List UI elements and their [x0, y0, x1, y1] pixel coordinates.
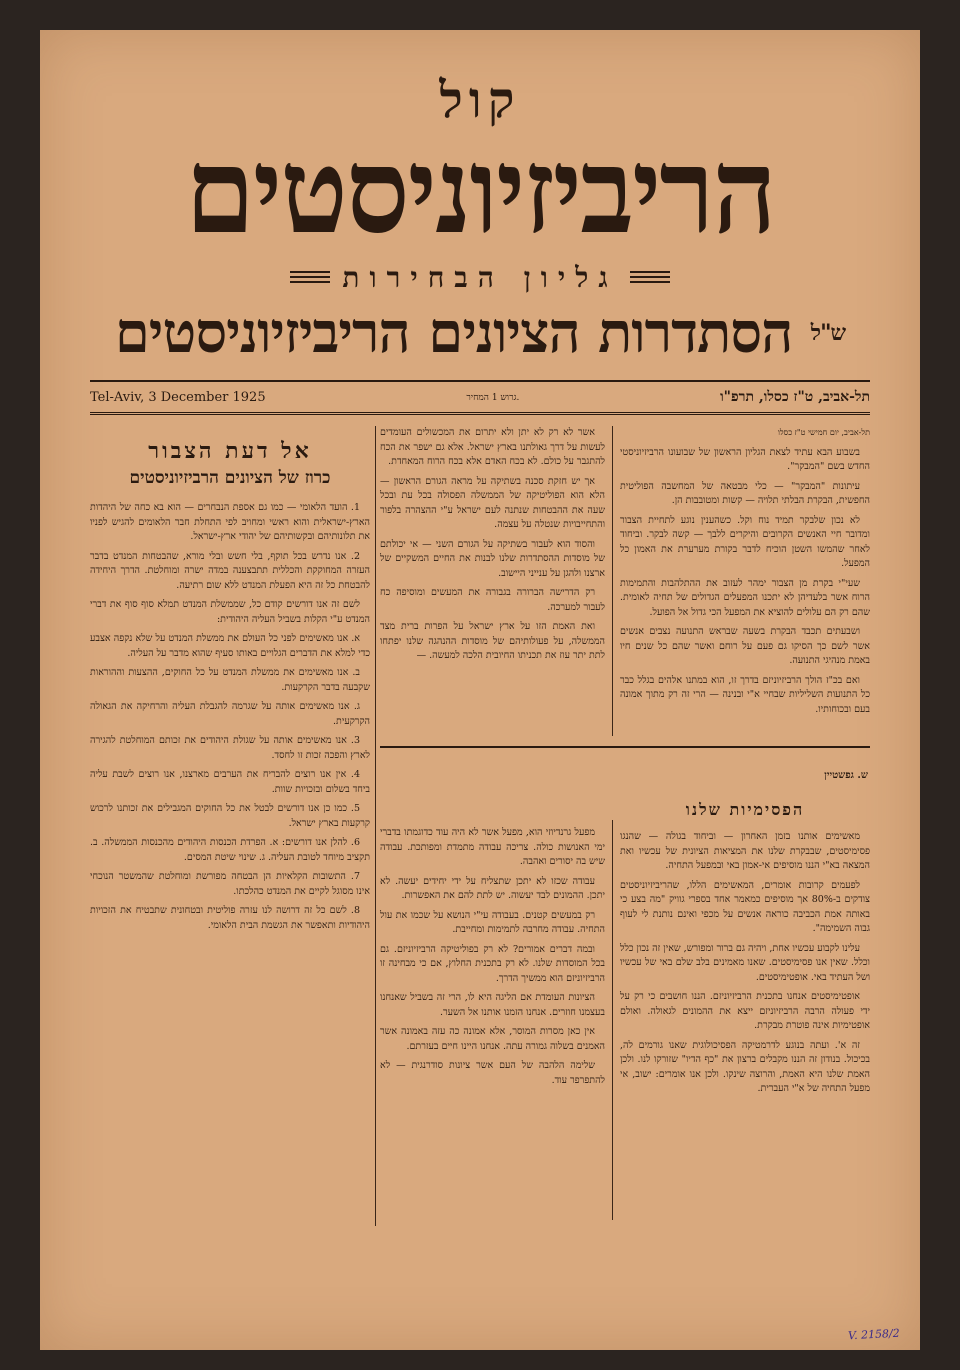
proclamation-paragraph: ג. אנו מאשימים אותה על שגרמה להגבלת העליה והרחיקה את הגאולה הקרקעית.	[90, 701, 370, 727]
pessimism-paragraph: מאשימים אותנו בזמן האחרון — וביחוד בגולה — שהנגו פסימיסטים, שבבקרת שלנו את המציאות הציונית של עכשיו ואת המצאה בא"י הננו מוסיפים אי-אמון באי ובמפעל התחיה.	[620, 831, 870, 871]
proclamation-paragraph: 4. אין אנו רוצים להבריח את הערבים מארצנו, אנו רוצים לשבת עליה ביחד בשלום ובזכויות שוות.	[90, 769, 370, 795]
editorial-paragraph: ושבעתים תכבד הבקרת בשעה שבראש התנועה נצבים אנשים אשר לשם כך הסיקו גם פעם על רוחם ואשר שהם כל שנים חיו באמת מנהיגי התנועה.	[620, 626, 870, 666]
editorial-paragraph: לא נכון שלבקר תמיד נוח וקל. כשהענין נוגע לתחיית הצבור ומדובר חיי האנשים הקרובים והיקרים ללבך — קשה לבקר. וביחוד לאחר שהמשו השטן הוכיח לדבר בקורת מערערת את האמון כל המפעל.	[620, 514, 870, 569]
article-title-pessimism: הפסימיות שלנו	[685, 800, 805, 819]
proclamation-subheading: כרוז של הציונים הרביזיוניסטים	[129, 467, 331, 488]
column-divider	[612, 426, 613, 736]
column-divider	[375, 426, 376, 1226]
edition-subtitle	[40, 258, 920, 298]
article-byline: ש. גפשטיין	[824, 770, 868, 781]
editorial-paragraph: עיתונות "המבקר" — כלי מבטאה של המחשבה הפוליטית החפשית, הבקרת הבלתי תלויה — קשות ומטובבות הן.	[620, 480, 870, 506]
decorative-bars-icon	[630, 271, 670, 285]
newspaper-page	[40, 30, 920, 1350]
archive-mark: V. 2158/2	[847, 1326, 901, 1343]
pessimism-paragraph: שלימה הלהבה של העם אשר ציונות סודרנגית — לא להתפרפר עוד.	[380, 1060, 605, 1086]
editorial-paragraph: שעי"י בקרת מן הצבור ימהר לעזוב את ההתלהבות והתמימות הרוח אשר בלעדיהן לא יתכנו המפעלים הגדולים של תחיה לאומית. שהם רק הם עלולים להוציא את המפעל הכי גדול אל הפועל.	[620, 577, 870, 618]
pessimism-column-left	[380, 826, 605, 1093]
org-prefix: ש"ל	[810, 320, 846, 346]
pessimism-paragraph: עבודה שכזו לא יתכן שתצליח על ידי יחידים יעשה. לא יתכן. ההמונים לבד יעשוה. יש לתת להם את האפשרות.	[380, 875, 605, 901]
pessimism-paragraph: עלינו לקבוע עכשיו אחת, ויהיה גם ברור ומפורש, שאין זה נכון כלל וכלל. שאין אנו פסימיסטים. שאנו מאמינים בלב שלם באי של עכשיו ושל העתיד באי. אופטימיסטים.	[620, 942, 870, 983]
editorial-column	[620, 426, 870, 722]
pessimism-paragraph: ובמה דברים אמורים? לא רק בפוליטיקה הרביזיוניזם. גם בכל המוסדות שלנו. לא רק בתכנית החלוץ, אם כי מבחינה זו הרביזיוניזם הוא ממשיך הדרך.	[380, 943, 605, 984]
continuation-paragraph: אך יש חזקת סכנה בשתיקה על מראה הגורם הראשון — הלא הוא הפוליטיקה של הממשלה הפסולה בכל עת ובכל שעה את ההבטחות שנתנה לעם ישראל ע"י ההצהרה בלפור והתחייבויות שנטלה על עצמה.	[380, 475, 605, 530]
proclamation-paragraph: 7. התשובות הקלאיות הן הבטחה מפורשת ומוחלטת שהמשטר הנוכחי אינו מסוגל לקיים את המנדט כהלכתו.	[90, 871, 370, 897]
continuation-paragraph: והסוד הוא לעבור בשתיקה על הגורם השני — אי יכולתם של מוסדות ההסתדרות שלנו לבנות את החיים המשקיים של ארצנו ולהגן על ענייני היישוב.	[380, 538, 605, 579]
proclamation-paragraph: 8. לשם כל זה דרושה לנו עזרה פוליטית ובטחונית שתבטיח את הזכויות היהודיות ותאפשר את הגשמת הבית הלאומי.	[90, 905, 370, 931]
pessimism-paragraph: רק במעשים קטנים. בעבודה עי"י הנושא על שכמו את עול התחיה. עבודה מחרבה לתמימות ומחייבת.	[380, 909, 605, 935]
hebrew-date: תל-אביב, ט"ז כסלו, תרפ"ו	[720, 388, 870, 405]
edition-label: גליון הבחירות	[342, 261, 618, 294]
proclamation-paragraph: לשם זה אנו דורשים קודם כל, שממשלת המנדט תמלא סוף סוף את דברי המנדט ע"י הקלות בשביל העליה היהודית:	[90, 599, 370, 625]
decorative-bars-icon	[290, 271, 330, 285]
pessimism-paragraph: אופטימיסטים אנחנו בתכנית הרביזיוניזם. הננו חושבים כי רק על ידי פעולה הרבה הרביזיוניזם ייצא את ההמונים לגאולה. ואולם אופטימיות אינה פוטרת מבקרת.	[620, 991, 870, 1031]
masthead-kol: קול	[439, 70, 521, 129]
pessimism-paragraph: הציונות העומדת אם הליגה היא לו, הרי זה בשביל שאנחנו בעצמנו חוזרים. אנחנו הזמנו אותנו אל השער.	[380, 992, 605, 1018]
column-divider	[612, 820, 613, 1220]
proclamation-column	[90, 426, 370, 938]
proclamation-paragraph: 2. אנו נדרש בכל תוקף, בלי חשש ובלי מורא, שהבטחות המנדט בדבר העזרה המחוקקת והכללית תתבצענה במדה ישרה ומוחלטת. הדרך היחידה להבטחת כל זה היא הפעלת המנדט ללא שום רתיעה.	[90, 550, 370, 591]
org-label: הסתדרות הציונים הריביזיוניסטים	[114, 300, 793, 366]
proclamation-paragraph: 6. להלן אנו דורשים: א. הפרדת הכנסות היהודים מהכנסות הממשלה. ב. תקציב מיוחד לטובת העליה. ג. שינוי שיטת המסים.	[90, 837, 370, 863]
dateline	[90, 380, 870, 415]
editorial-paragraph: בשבוע הבא עתיד לצאת הגליון הראשון של שבועונו הרביזיוניסטי החדש בשם "המבקר".	[620, 446, 870, 472]
proclamation-paragraph: 5. כמו כן אנו דורשים לבטל את כל החוקים המגבילים את זכותנו לרכוש קרקעות בארץ ישראל.	[90, 803, 370, 829]
pessimism-paragraph: מפעל גרנדיוזי הוא, מפעל אשר לא היה עוד כדוגמתו בדברי ימי האנושות כולה. צריכה עבודה מתמדת ומפותכת. עבודה שיש בה יסורים ואהבה.	[380, 827, 605, 867]
proclamation-paragraph: א. אנו מאשימים לפני כל העולם את ממשלת המנדט על שלא נקפה אצבע כדי למלא את הדברים הגלויים באותו סעיף שהוא מדבר על העליה.	[90, 633, 370, 659]
continuation-paragraph: אשר לא רק לא יתן ולא יתרום את המכשולים העומדים לעשות על דרך גאולתנו בארץ ישראל. אלא גם ישפר את הכח להתגבר על כולם. לא בכח האדם אלא בכח הרוח המאחדת.	[380, 427, 605, 467]
proclamation-paragraph: ב. אנו מאשימים את ממשלת המנדט על כל החוקים, ההצעות וההוראות שקבעה בדבר הקרקעות.	[90, 667, 370, 693]
pessimism-paragraph: זה א'. ועתה בנוגע לדרמטיקה הפסיכולוגית שאנו גורמים לה, בכיכול. בנודון זה הננו מקבלים ברצון את "כף הדיו" שזורקו לנו. ולכן האמת שלנו היא האמת, והרוצה שינקו. ולכן אנו אומרים: ישוב, אי מפעל התחיה של א"י העברית.	[620, 1039, 870, 1094]
pessimism-column-right	[620, 830, 870, 1102]
proclamation-paragraph: 1. הועד הלאומי — כמו גם אספת הנבחרים — הוא בא כחה של היהדות הארץ-ישראלית והוא ראשי ומחויב לפי התחלת חבר הלאומים להגיש לפניו את תלונותיהם ובקשותיהם של יהודי ארץ-ישראל.	[90, 502, 370, 542]
price: המחיר ‎1‎ גרוש.	[466, 392, 520, 403]
editorial-continuation	[380, 426, 605, 669]
editorial-paragraph: תל-אביב, יום חמישי ט"ז כסלו	[777, 428, 870, 437]
english-date: Tel-Aviv, 3 December 1925	[90, 389, 266, 405]
newspaper-title: הריביזיוניסטים	[185, 122, 775, 261]
proclamation-paragraph: 3. אנו מאשימים אותה על שגולת היהודים את זכותם המוחלטת להגירה לארץ והפכה זכות זו לחסד.	[90, 735, 370, 761]
editorial-paragraph: ואם בכ"ז הולך הרביזיוניזם בדרך זו, הוא במתנו אלהים בגלל כבר כל התנועות השליליות שבחיי א"י ובנינה — הרי זה רק מתוך אמונה בעם ובכוחותיו.	[620, 674, 870, 715]
continuation-paragraph: רק הדרישה הברורה בגבורה את המעשים ומוסיפה כח לעבור למערכה.	[380, 587, 605, 613]
organization-name	[40, 298, 920, 368]
section-divider	[380, 746, 870, 748]
masthead	[40, 70, 920, 368]
pessimism-paragraph: לפעמים קרובות אומרים, המאשימים הללו, שהריביזיוניסטים צודקים ב-80% אך מוסיפים כמאמר אחד בספרי גוויק "מה בצע כי באותה אמת הכביבה כוראה אנשים על מכפי ואינם נותנת לי לעוף גבוה השמימה".	[620, 879, 870, 934]
proclamation-heading: אל דעת הצבור	[148, 438, 312, 464]
pessimism-paragraph: אין כאן מסרות המוסר, אלא אמונה כה עזה באמונה אשר האמנים בשלוה גמורה עתה. אנחנו היינו חיים בעזרתם.	[380, 1026, 605, 1052]
continuation-paragraph: ואת האמת הזו על ארץ ישראל על הפרות ברית מצד הממשלה, על פעולותיהם של מוסדות ההנהגה שלנו יפתחו לתת יתר עוז את תכניתו החיובית הלכה למעשה. —	[380, 621, 605, 661]
